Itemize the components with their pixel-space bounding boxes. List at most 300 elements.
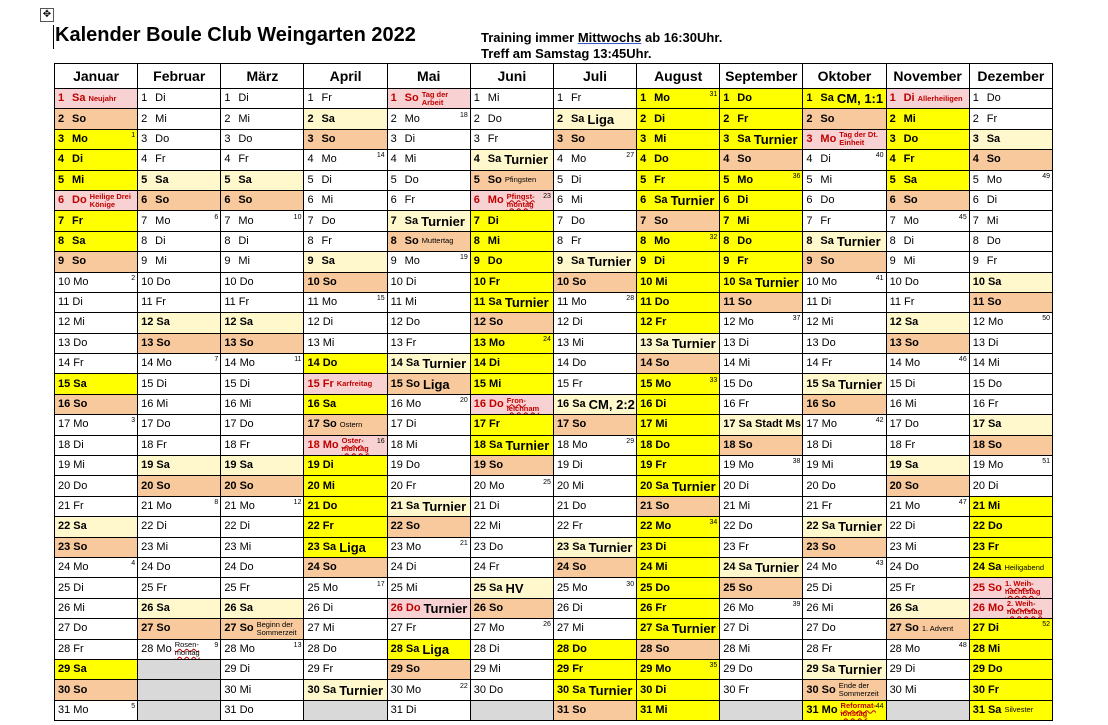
weekday: Do xyxy=(655,581,671,594)
weekday: Fr xyxy=(738,540,749,553)
weekday: Di xyxy=(72,296,83,309)
day-number: 18 xyxy=(307,438,320,451)
weekday: So xyxy=(654,214,669,227)
day-number: 17 xyxy=(58,418,71,431)
weekday: Mo xyxy=(487,194,504,207)
calendar-row xyxy=(55,394,1053,414)
day-cell xyxy=(637,619,720,639)
day-number: 12 xyxy=(224,316,237,329)
day-number: 25 xyxy=(473,581,487,594)
day-number: 4 xyxy=(889,153,896,166)
weekday: Sa xyxy=(321,112,335,125)
month-header-row xyxy=(55,64,1053,89)
weekday: Mi xyxy=(322,622,335,635)
day-cell xyxy=(138,680,221,700)
day-number: 15 xyxy=(473,377,487,390)
day-number: 4 xyxy=(972,153,979,166)
weekday: Sa xyxy=(654,194,668,207)
day-number: 25 xyxy=(640,581,653,594)
day-cell xyxy=(55,211,138,231)
day-number: 20 xyxy=(556,479,570,492)
day-cell xyxy=(803,170,886,190)
day-number: 13 xyxy=(806,336,819,349)
weekday: So xyxy=(487,173,502,186)
calendar-row xyxy=(55,619,1053,639)
day-cell xyxy=(387,190,470,210)
day-cell xyxy=(304,476,387,496)
day-cell xyxy=(803,333,886,353)
day-number: 26 xyxy=(972,601,985,614)
day-number: 27 xyxy=(390,622,403,635)
weekday: So xyxy=(987,296,1002,309)
weekday: Sa xyxy=(488,296,502,309)
day-number: 25 xyxy=(889,581,902,594)
day-cell xyxy=(55,476,138,496)
week-number: 32 xyxy=(709,233,718,241)
day-cell xyxy=(886,394,969,414)
event-label: Liga xyxy=(339,539,366,555)
week-number: 52 xyxy=(1042,621,1050,629)
weekday: Fr xyxy=(321,92,332,105)
week-number: 5 xyxy=(131,702,136,710)
weekday: So xyxy=(73,683,88,696)
day-cell xyxy=(138,496,221,516)
weekday: Di xyxy=(572,601,583,614)
day-cell xyxy=(138,252,221,272)
day-cell xyxy=(637,598,720,618)
day-cell xyxy=(138,109,221,129)
training-note-text-b: ab 16:30Uhr. xyxy=(641,30,723,45)
day-cell xyxy=(720,415,803,435)
weekday: Di xyxy=(904,663,916,676)
day-number: 5 xyxy=(640,173,647,186)
day-cell xyxy=(720,659,803,679)
week-number: 2 xyxy=(131,274,136,282)
day-cell xyxy=(387,150,470,170)
weekday: Fr xyxy=(489,561,500,574)
day-number: 12 xyxy=(889,316,902,329)
month-header: Oktober xyxy=(803,64,886,89)
day-cell xyxy=(304,231,387,251)
weekday: Mi xyxy=(156,398,169,411)
day-cell xyxy=(138,129,221,149)
weekday: Mo xyxy=(737,173,754,186)
day-number: 12 xyxy=(806,316,819,329)
day-number: 3 xyxy=(556,132,564,145)
weekday: Fr xyxy=(987,683,999,696)
event-label: Turnier xyxy=(671,478,716,494)
day-cell xyxy=(304,578,387,598)
day-number: 3 xyxy=(889,132,896,145)
day-cell xyxy=(803,435,886,455)
day-cell xyxy=(221,272,304,292)
day-number: 23 xyxy=(141,540,154,553)
week-number: 4 xyxy=(131,560,136,568)
weekday: Mi xyxy=(903,255,916,268)
day-number: 11 xyxy=(390,296,403,309)
day-number: 19 xyxy=(473,459,487,472)
day-number: 8 xyxy=(141,234,148,247)
day-cell xyxy=(221,680,304,700)
day-cell xyxy=(886,659,969,679)
day-number: 22 xyxy=(806,520,819,533)
day-cell xyxy=(553,211,636,231)
day-cell xyxy=(221,598,304,618)
weekday: So xyxy=(73,540,88,553)
day-number: 16 xyxy=(307,398,320,411)
day-cell xyxy=(304,659,387,679)
day-cell xyxy=(387,415,470,435)
week-number: 21 xyxy=(459,539,468,547)
day-cell xyxy=(720,231,803,251)
day-cell xyxy=(969,578,1052,598)
weekday: Mo xyxy=(239,500,255,512)
day-cell xyxy=(886,476,969,496)
day-cell xyxy=(553,415,636,435)
day-cell xyxy=(221,578,304,598)
day-number: 21 xyxy=(307,500,320,512)
day-number: 28 xyxy=(723,642,736,655)
day-number: 2 xyxy=(141,112,148,125)
day-cell xyxy=(470,435,553,455)
day-cell xyxy=(304,415,387,435)
day-number: 19 xyxy=(640,459,653,472)
weekday: Sa xyxy=(73,663,87,676)
day-number: 18 xyxy=(390,438,403,451)
day-cell xyxy=(387,374,470,394)
day-cell xyxy=(886,639,969,659)
day-cell xyxy=(304,109,387,129)
weekday: Di xyxy=(489,500,500,512)
weekday: Fr xyxy=(487,132,499,145)
day-cell xyxy=(55,578,138,598)
weekday: So xyxy=(73,398,88,411)
day-cell xyxy=(387,313,470,333)
day-cell xyxy=(304,394,387,414)
weekday: Mo xyxy=(238,214,254,227)
day-number: 24 xyxy=(58,561,71,574)
day-number: 29 xyxy=(473,663,487,676)
weekday: Fr xyxy=(986,255,998,268)
day-cell xyxy=(138,659,221,679)
day-cell xyxy=(803,619,886,639)
day-cell xyxy=(221,170,304,190)
weekday: Do xyxy=(239,703,254,716)
weekday: Sa xyxy=(322,540,337,553)
day-cell xyxy=(886,313,969,333)
weekday: So xyxy=(405,520,420,533)
day-cell xyxy=(470,252,553,272)
day-cell xyxy=(969,109,1052,129)
weekday: Mi xyxy=(654,132,667,145)
weekday: Mi xyxy=(73,601,85,614)
weekday: Mi xyxy=(904,540,917,553)
day-cell xyxy=(803,292,886,312)
day-number: 25 xyxy=(556,581,570,594)
weekday: Mi xyxy=(655,418,668,431)
day-number: 9 xyxy=(307,255,314,268)
day-number: 1 xyxy=(224,92,231,105)
weekday: Mo xyxy=(73,561,89,574)
weekday: Mo xyxy=(73,703,89,716)
day-number: 1 xyxy=(141,92,148,105)
day-cell xyxy=(221,456,304,476)
weekday: Fr xyxy=(73,500,84,512)
day-number: 22 xyxy=(307,520,320,533)
day-cell xyxy=(221,394,304,414)
day-number: 18 xyxy=(473,438,487,451)
weekday: Sa xyxy=(487,153,502,166)
weekday: So xyxy=(986,153,1001,166)
day-cell xyxy=(387,89,470,109)
day-number: 27 xyxy=(889,622,902,635)
week-number: 31 xyxy=(709,91,718,99)
weekday: Mi xyxy=(903,112,916,125)
day-cell xyxy=(637,252,720,272)
weekday: Di xyxy=(904,520,916,533)
event-label: Turnier xyxy=(838,662,882,678)
weekday: So xyxy=(904,622,919,635)
weekday: So xyxy=(72,112,87,125)
day-number: 15 xyxy=(58,377,71,390)
weekday: Di xyxy=(155,92,166,105)
day-cell xyxy=(387,211,470,231)
event-label: Turnier xyxy=(587,254,632,270)
day-number: 9 xyxy=(141,255,148,268)
weekday: Do xyxy=(572,500,587,512)
day-number: 9 xyxy=(224,255,231,268)
weekday: Mi xyxy=(322,336,335,349)
day-cell xyxy=(803,211,886,231)
day-cell xyxy=(637,435,720,455)
day-number: 5 xyxy=(556,173,564,186)
day-number: 5 xyxy=(224,173,231,186)
day-cell xyxy=(138,639,221,659)
day-number: 20 xyxy=(640,479,653,492)
day-cell xyxy=(720,639,803,659)
day-cell xyxy=(886,190,969,210)
weekday: Sa xyxy=(156,601,170,614)
day-cell xyxy=(470,374,553,394)
weekday: Fr xyxy=(738,683,749,696)
day-cell xyxy=(55,659,138,679)
day-cell xyxy=(387,272,470,292)
day-cell xyxy=(387,557,470,577)
day-cell xyxy=(387,231,470,251)
day-number: 19 xyxy=(58,459,71,472)
day-cell xyxy=(304,639,387,659)
week-number: 17 xyxy=(376,580,385,588)
weekday: So xyxy=(239,479,254,492)
day-number: 7 xyxy=(224,214,231,227)
day-number: 8 xyxy=(889,234,896,247)
weekday: Di xyxy=(655,398,667,411)
weekday: Sa xyxy=(738,561,752,574)
day-cell xyxy=(637,496,720,516)
day-cell xyxy=(720,374,803,394)
day-cell xyxy=(886,333,969,353)
weekday: Sa xyxy=(986,132,1001,145)
weekday: Mo xyxy=(904,500,921,512)
day-cell xyxy=(969,557,1052,577)
day-number: 1 xyxy=(723,92,730,105)
weekday: Do xyxy=(572,357,587,370)
event-label: Turnier xyxy=(836,233,881,249)
day-number: 30 xyxy=(723,683,736,696)
calendar-row xyxy=(55,517,1053,537)
weekday: Do xyxy=(986,234,1001,247)
event-label: CM, 1:1 xyxy=(836,91,884,107)
day-number: 3 xyxy=(390,132,397,145)
weekday: Mo xyxy=(987,459,1004,472)
day-number: 14 xyxy=(58,357,71,370)
weekday: Mi xyxy=(239,683,252,696)
weekday: Sa xyxy=(821,520,836,533)
day-cell xyxy=(470,89,553,109)
week-number: 47 xyxy=(958,499,967,506)
calendar-row xyxy=(55,109,1053,129)
week-number: 41 xyxy=(875,274,884,282)
day-number: 26 xyxy=(390,601,403,614)
week-number: 16 xyxy=(376,437,385,445)
day-number: 10 xyxy=(889,275,902,288)
month-header: September xyxy=(720,64,803,89)
day-cell xyxy=(55,109,138,129)
weekday: Mo xyxy=(572,438,588,451)
day-number: 16 xyxy=(723,398,736,411)
day-number: 4 xyxy=(806,153,813,166)
weekday: Sa xyxy=(738,418,752,431)
holiday-note: Tag der Dt. Einheit xyxy=(839,130,878,148)
holiday-note: Heilige Drei Könige xyxy=(89,191,131,209)
day-number: 1 xyxy=(390,92,397,105)
day-number: 26 xyxy=(723,601,736,614)
weekday: So xyxy=(821,683,836,696)
day-cell xyxy=(304,456,387,476)
day-cell xyxy=(387,129,470,149)
day-cell xyxy=(221,292,304,312)
day-cell xyxy=(138,190,221,210)
day-number: 24 xyxy=(640,561,653,574)
calendar-row xyxy=(55,272,1053,292)
day-number: 31 xyxy=(806,703,819,716)
day-cell xyxy=(969,456,1052,476)
weekday: Sa xyxy=(321,255,335,268)
day-number: 23 xyxy=(972,540,985,553)
day-cell xyxy=(720,313,803,333)
weekday: So xyxy=(239,336,254,349)
day-cell xyxy=(55,619,138,639)
weekday: Mo xyxy=(655,377,672,390)
day-number: 3 xyxy=(307,132,314,145)
day-cell xyxy=(803,496,886,516)
day-number: 28 xyxy=(224,642,237,655)
day-number: 5 xyxy=(473,173,480,186)
day-number: 18 xyxy=(58,438,71,451)
day-cell xyxy=(470,170,553,190)
day-cell xyxy=(470,292,553,312)
day-number: 29 xyxy=(390,663,403,676)
day-number: 9 xyxy=(889,255,896,268)
calendar-row xyxy=(55,557,1053,577)
weekday: So xyxy=(238,194,253,207)
day-cell xyxy=(138,313,221,333)
day-cell xyxy=(803,374,886,394)
day-cell xyxy=(221,354,304,374)
day-number: 25 xyxy=(390,581,403,594)
weekday: Sa xyxy=(239,601,254,614)
weekday: Mo xyxy=(820,132,837,145)
day-number: 20 xyxy=(390,479,403,492)
weekday: Do xyxy=(322,357,338,370)
calendar-row xyxy=(55,537,1053,557)
weekday: Do xyxy=(904,561,919,574)
week-number: 23 xyxy=(543,193,551,201)
weekday: Sa xyxy=(987,275,1002,288)
day-cell xyxy=(720,557,803,577)
weekday: So xyxy=(322,418,337,431)
day-number: 24 xyxy=(141,561,154,574)
move-handle-icon[interactable]: ✥ xyxy=(40,8,54,22)
day-number: 26 xyxy=(141,601,154,614)
weekday: Mi xyxy=(572,336,584,349)
day-cell xyxy=(720,292,803,312)
day-number: 24 xyxy=(806,561,819,574)
week-number: 40 xyxy=(875,152,884,160)
weekday: Mo xyxy=(572,581,588,594)
day-cell xyxy=(304,272,387,292)
day-cell xyxy=(138,700,221,720)
weekday: Fr xyxy=(405,622,417,635)
weekday: Sa xyxy=(72,234,86,247)
day-cell xyxy=(720,394,803,414)
day-number: 23 xyxy=(224,540,237,553)
day-cell xyxy=(637,394,720,414)
weekday: Di xyxy=(405,275,417,288)
weekday: Mo xyxy=(654,92,670,105)
day-number: 18 xyxy=(723,438,736,451)
day-cell xyxy=(886,170,969,190)
event-label: Turnier xyxy=(505,437,550,453)
calendar-row xyxy=(55,354,1053,374)
weekday: Do xyxy=(405,601,421,614)
day-cell xyxy=(637,109,720,129)
day-cell xyxy=(470,700,553,720)
day-number: 15 xyxy=(640,377,653,390)
day-number: 8 xyxy=(723,234,730,247)
day-cell xyxy=(803,639,886,659)
weekday: Fr xyxy=(987,540,999,553)
calendar-table xyxy=(54,63,1053,721)
weekday: Mi xyxy=(156,540,169,553)
weekday: Do xyxy=(654,153,669,166)
day-number: 2 xyxy=(556,112,564,125)
day-cell xyxy=(637,313,720,333)
day-number: 11 xyxy=(473,296,486,309)
weekday: So xyxy=(904,479,919,492)
day-number: 16 xyxy=(806,398,819,411)
day-number: 17 xyxy=(972,418,985,431)
weekday: Mo xyxy=(322,581,338,594)
weekday: Fr xyxy=(903,153,915,166)
weekday: Fr xyxy=(903,296,915,309)
day-number: 26 xyxy=(806,601,819,614)
weekday: Di xyxy=(322,459,334,472)
day-cell xyxy=(304,598,387,618)
day-number: 26 xyxy=(58,601,71,614)
weekday: Di xyxy=(238,92,249,105)
day-cell xyxy=(886,415,969,435)
